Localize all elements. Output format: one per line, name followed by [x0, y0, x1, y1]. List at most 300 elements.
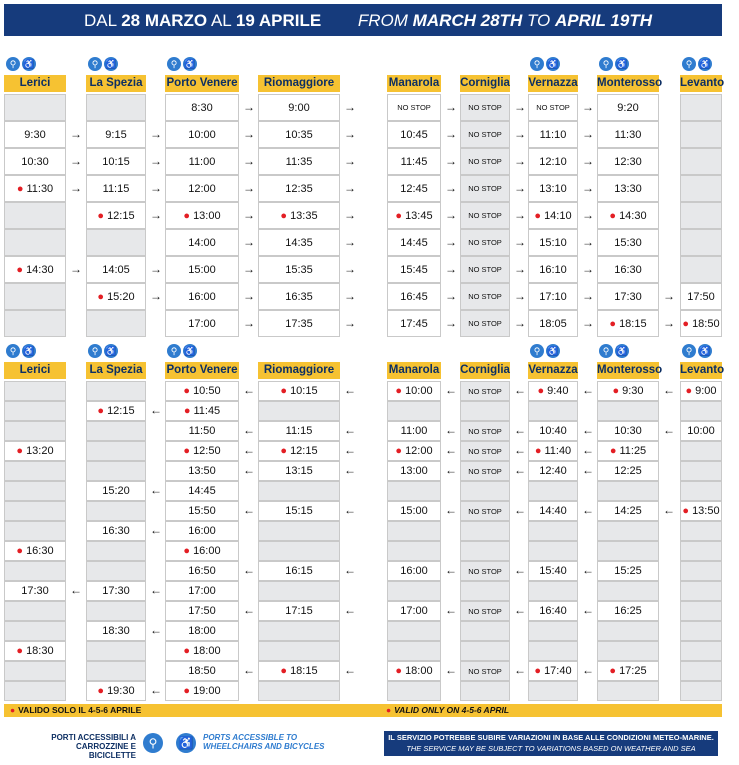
time-cell: ● 18:50 — [680, 310, 722, 337]
direction-arrow-icon: → — [514, 180, 526, 195]
time-cell — [680, 441, 722, 461]
time-cell: NO STOP — [387, 94, 441, 121]
direction-arrow-icon: → — [70, 153, 82, 168]
time-cell: ● 18:15 — [597, 310, 659, 337]
time-cell — [86, 661, 146, 681]
legend-italian: PORTI ACCESSIBILI A CARROZZINE E BICICLETTE — [51, 733, 136, 760]
wheelchair-icon: ♿ — [184, 346, 196, 356]
direction-arrow-icon: ← — [445, 603, 457, 617]
direction-arrow-icon: → — [445, 207, 457, 222]
time-cell — [86, 421, 146, 441]
legend-english: PORTS ACCESSIBLE TO WHEELCHAIRS AND BICYCLES — [203, 733, 325, 751]
direction-arrow-icon: ← — [582, 503, 594, 517]
wheelchair-icon: ♿ — [699, 346, 711, 356]
time-cell — [4, 310, 66, 337]
direction-arrow-icon: → — [514, 261, 526, 276]
time-cell — [680, 601, 722, 621]
time-cell: ● 17:40 — [528, 661, 578, 681]
time-cell: ● 14:30 — [597, 202, 659, 229]
time-cell — [4, 401, 66, 421]
time-cell — [258, 401, 340, 421]
accessibility-icons — [682, 57, 712, 71]
time-cell: 12:45 — [387, 175, 441, 202]
time-cell — [680, 94, 722, 121]
time-cell: NO STOP — [460, 501, 510, 521]
direction-arrow-icon: ← — [243, 463, 255, 477]
time-cell: 12:30 — [597, 148, 659, 175]
time-cell: NO STOP — [460, 561, 510, 581]
time-cell: 15:00 — [387, 501, 441, 521]
time-cell: ● 18:00 — [165, 641, 239, 661]
direction-arrow-icon: → — [582, 315, 594, 330]
time-cell: 15:40 — [528, 561, 578, 581]
accessibility-icons — [6, 57, 36, 71]
time-cell: NO STOP — [460, 310, 510, 337]
time-cell: ● 12:15 — [86, 202, 146, 229]
time-cell: ● 12:50 — [165, 441, 239, 461]
direction-arrow-icon: → — [243, 288, 255, 303]
time-cell: 16:35 — [258, 283, 340, 310]
time-cell: 14:45 — [165, 481, 239, 501]
accessibility-icons — [530, 344, 560, 358]
direction-arrow-icon: ← — [582, 603, 594, 617]
time-cell — [597, 541, 659, 561]
header-banner — [4, 4, 722, 36]
time-cell: 14:05 — [86, 256, 146, 283]
bike-icon: ⚲ — [6, 344, 20, 358]
time-cell — [528, 481, 578, 501]
time-cell: 11:50 — [165, 421, 239, 441]
direction-arrow-icon: → — [514, 153, 526, 168]
direction-arrow-icon: → — [514, 126, 526, 141]
time-cell: NO STOP — [460, 202, 510, 229]
stop-header-corniglia: Corniglia — [460, 362, 510, 379]
time-cell: ● 9:40 — [528, 381, 578, 401]
time-cell — [387, 681, 441, 701]
bike-icon: ⚲ — [88, 57, 102, 71]
time-cell — [528, 581, 578, 601]
direction-arrow-icon: → — [514, 234, 526, 249]
time-cell — [460, 621, 510, 641]
time-cell — [258, 681, 340, 701]
direction-arrow-icon: ← — [150, 523, 162, 537]
time-cell: ● 11:25 — [597, 441, 659, 461]
direction-arrow-icon: ← — [70, 583, 82, 597]
time-cell: 17:50 — [165, 601, 239, 621]
bike-icon: ⚲ — [167, 57, 181, 71]
time-cell: 16:00 — [165, 283, 239, 310]
time-cell: 12:25 — [597, 461, 659, 481]
time-cell — [528, 641, 578, 661]
direction-arrow-icon: → — [445, 261, 457, 276]
direction-arrow-icon: → — [445, 315, 457, 330]
time-cell: 16:40 — [528, 601, 578, 621]
time-cell — [4, 202, 66, 229]
time-cell: 11:10 — [528, 121, 578, 148]
time-cell: 16:10 — [528, 256, 578, 283]
direction-arrow-icon: ← — [514, 423, 526, 437]
direction-arrow-icon: ← — [514, 383, 526, 397]
time-cell: ● 16:30 — [4, 541, 66, 561]
time-cell — [528, 541, 578, 561]
time-cell — [258, 581, 340, 601]
time-cell — [680, 621, 722, 641]
time-cell: NO STOP — [460, 461, 510, 481]
stop-header-vernazza: Vernazza — [528, 362, 578, 379]
time-cell — [86, 310, 146, 337]
time-cell: NO STOP — [460, 148, 510, 175]
wheelchair-icon: ♿ — [105, 346, 117, 356]
time-cell — [680, 256, 722, 283]
direction-arrow-icon: → — [150, 126, 162, 141]
time-cell — [86, 381, 146, 401]
direction-arrow-icon: ← — [150, 623, 162, 637]
direction-arrow-icon: ← — [344, 603, 356, 617]
time-cell: ● 11:40 — [528, 441, 578, 461]
stop-header-levanto: Levanto — [680, 362, 722, 379]
time-cell: ● 12:15 — [258, 441, 340, 461]
time-cell: ● 10:15 — [258, 381, 340, 401]
time-cell: ● 18:15 — [258, 661, 340, 681]
time-cell: ● 18:30 — [4, 641, 66, 661]
time-cell: 11:00 — [387, 421, 441, 441]
direction-arrow-icon: → — [344, 315, 356, 330]
time-cell — [4, 381, 66, 401]
time-cell — [387, 401, 441, 421]
time-cell: 10:40 — [528, 421, 578, 441]
direction-arrow-icon: ← — [445, 383, 457, 397]
time-cell: 9:15 — [86, 121, 146, 148]
time-cell: ● 12:00 — [387, 441, 441, 461]
direction-arrow-icon: → — [445, 99, 457, 114]
direction-arrow-icon: ← — [445, 463, 457, 477]
direction-arrow-icon: → — [70, 126, 82, 141]
direction-arrow-icon: → — [445, 126, 457, 141]
time-cell: ● 15:20 — [86, 283, 146, 310]
direction-arrow-icon: → — [582, 180, 594, 195]
direction-arrow-icon: → — [243, 207, 255, 222]
direction-arrow-icon: → — [344, 180, 356, 195]
time-cell — [86, 561, 146, 581]
direction-arrow-icon: → — [344, 207, 356, 222]
time-cell — [460, 641, 510, 661]
time-cell: 15:25 — [597, 561, 659, 581]
bike-icon: ⚲ — [599, 344, 613, 358]
time-cell: 15:50 — [165, 501, 239, 521]
time-cell: 15:15 — [258, 501, 340, 521]
direction-arrow-icon: ← — [243, 503, 255, 517]
time-cell: 15:20 — [86, 481, 146, 501]
time-cell — [680, 481, 722, 501]
time-cell — [4, 561, 66, 581]
direction-arrow-icon: ← — [514, 503, 526, 517]
direction-arrow-icon: ← — [243, 663, 255, 677]
time-cell — [387, 481, 441, 501]
time-cell: 11:15 — [86, 175, 146, 202]
direction-arrow-icon: ← — [582, 383, 594, 397]
time-cell — [597, 681, 659, 701]
time-cell: 10:15 — [86, 148, 146, 175]
time-cell: 10:00 — [165, 121, 239, 148]
time-cell: NO STOP — [528, 94, 578, 121]
time-cell: 18:05 — [528, 310, 578, 337]
bike-icon: ⚲ — [599, 57, 613, 71]
time-cell: ● 14:30 — [4, 256, 66, 283]
direction-arrow-icon: ← — [150, 683, 162, 697]
time-cell: 10:00 — [680, 421, 722, 441]
time-cell: 15:35 — [258, 256, 340, 283]
time-cell — [4, 421, 66, 441]
stop-header-riomaggiore: Riomaggiore — [258, 362, 340, 379]
direction-arrow-icon: ← — [445, 503, 457, 517]
accessibility-icons — [530, 57, 560, 71]
direction-arrow-icon: → — [582, 288, 594, 303]
wheelchair-icon: ♿ — [176, 733, 196, 753]
direction-arrow-icon: → — [150, 261, 162, 276]
stop-header-riomaggiore: Riomaggiore — [258, 75, 340, 92]
time-cell — [387, 621, 441, 641]
time-cell — [528, 681, 578, 701]
direction-arrow-icon: → — [445, 234, 457, 249]
time-cell: 18:50 — [165, 661, 239, 681]
time-cell: 9:00 — [258, 94, 340, 121]
wheelchair-icon: ♿ — [184, 59, 196, 69]
time-cell: 16:50 — [165, 561, 239, 581]
time-cell — [387, 541, 441, 561]
direction-arrow-icon: → — [344, 99, 356, 114]
time-cell: 11:30 — [597, 121, 659, 148]
time-cell — [86, 441, 146, 461]
time-cell: 11:15 — [258, 421, 340, 441]
direction-arrow-icon: ← — [344, 563, 356, 577]
time-cell — [597, 481, 659, 501]
time-cell: 15:45 — [387, 256, 441, 283]
direction-arrow-icon: → — [344, 234, 356, 249]
direction-arrow-icon: ← — [582, 663, 594, 677]
time-cell — [680, 561, 722, 581]
direction-arrow-icon: → — [150, 207, 162, 222]
direction-arrow-icon: → — [150, 153, 162, 168]
direction-arrow-icon: → — [445, 153, 457, 168]
direction-arrow-icon: ← — [445, 423, 457, 437]
time-cell: NO STOP — [460, 381, 510, 401]
time-cell — [597, 641, 659, 661]
stop-header-corniglia: Corniglia — [460, 75, 510, 92]
time-cell: 16:30 — [597, 256, 659, 283]
direction-arrow-icon: ← — [344, 423, 356, 437]
time-cell: 15:30 — [597, 229, 659, 256]
direction-arrow-icon: → — [445, 180, 457, 195]
accessibility-icons — [167, 344, 197, 358]
direction-arrow-icon: → — [243, 126, 255, 141]
time-cell — [4, 681, 66, 701]
time-cell: 14:00 — [165, 229, 239, 256]
time-cell — [460, 681, 510, 701]
time-cell: ● 14:10 — [528, 202, 578, 229]
time-cell: 16:25 — [597, 601, 659, 621]
time-cell — [86, 541, 146, 561]
direction-arrow-icon: ← — [445, 443, 457, 457]
time-cell: NO STOP — [460, 121, 510, 148]
time-cell: 14:25 — [597, 501, 659, 521]
time-cell — [387, 581, 441, 601]
direction-arrow-icon: → — [582, 153, 594, 168]
time-cell: NO STOP — [460, 283, 510, 310]
time-cell: 16:00 — [165, 521, 239, 541]
header-italian: DAL 28 MARZO AL 19 APRILE — [84, 11, 322, 30]
time-cell — [528, 621, 578, 641]
stop-header-vernazza: Vernazza — [528, 75, 578, 92]
time-cell: 13:10 — [528, 175, 578, 202]
time-cell — [460, 481, 510, 501]
time-cell: 14:40 — [528, 501, 578, 521]
time-cell: 13:30 — [597, 175, 659, 202]
time-cell: 10:45 — [387, 121, 441, 148]
time-cell: 8:30 — [165, 94, 239, 121]
time-cell: ● 13:20 — [4, 441, 66, 461]
time-cell: ● 10:50 — [165, 381, 239, 401]
time-cell — [86, 501, 146, 521]
direction-arrow-icon: → — [582, 234, 594, 249]
wheelchair-icon: ♿ — [547, 59, 559, 69]
direction-arrow-icon: → — [344, 126, 356, 141]
time-cell — [460, 521, 510, 541]
accessibility-icons — [599, 57, 629, 71]
direction-arrow-icon: ← — [243, 563, 255, 577]
time-cell: NO STOP — [460, 441, 510, 461]
direction-arrow-icon: ← — [344, 443, 356, 457]
direction-arrow-icon: ← — [344, 503, 356, 517]
time-cell: ● 18:00 — [387, 661, 441, 681]
direction-arrow-icon: ← — [445, 563, 457, 577]
time-cell: 15:00 — [165, 256, 239, 283]
direction-arrow-icon: → — [514, 207, 526, 222]
time-cell: 13:00 — [387, 461, 441, 481]
direction-arrow-icon: ← — [663, 423, 675, 437]
time-cell — [680, 521, 722, 541]
time-cell — [4, 481, 66, 501]
direction-arrow-icon: ← — [582, 463, 594, 477]
time-cell — [597, 521, 659, 541]
direction-arrow-icon: ← — [663, 503, 675, 517]
time-cell: NO STOP — [460, 421, 510, 441]
direction-arrow-icon: → — [243, 153, 255, 168]
stop-header-la-spezia: La Spezia — [86, 362, 146, 379]
time-cell — [387, 641, 441, 661]
time-cell: 17:50 — [680, 283, 722, 310]
time-cell: 17:00 — [387, 601, 441, 621]
time-cell: NO STOP — [460, 229, 510, 256]
stop-header-manarola: Manarola — [387, 362, 441, 379]
time-cell — [4, 521, 66, 541]
time-cell: 17:15 — [258, 601, 340, 621]
accessibility-icons — [88, 344, 118, 358]
wheelchair-icon: ♿ — [699, 59, 711, 69]
wheelchair-icon: ♿ — [23, 59, 35, 69]
direction-arrow-icon: → — [582, 207, 594, 222]
time-cell: NO STOP — [460, 256, 510, 283]
time-cell — [597, 621, 659, 641]
bike-icon: ⚲ — [682, 344, 696, 358]
time-cell — [528, 521, 578, 541]
stop-header-porto-venere: Porto Venere — [165, 362, 239, 379]
time-cell — [86, 601, 146, 621]
time-cell: 17:30 — [86, 581, 146, 601]
time-cell: 12:35 — [258, 175, 340, 202]
time-cell: 10:35 — [258, 121, 340, 148]
time-cell: 14:35 — [258, 229, 340, 256]
bike-icon: ⚲ — [530, 57, 544, 71]
time-cell — [4, 501, 66, 521]
direction-arrow-icon: ← — [663, 383, 675, 397]
time-cell: ● 17:25 — [597, 661, 659, 681]
time-cell: ● 13:00 — [165, 202, 239, 229]
time-cell: 12:40 — [528, 461, 578, 481]
direction-arrow-icon: ← — [150, 483, 162, 497]
time-cell — [680, 148, 722, 175]
wheelchair-icon: ♿ — [616, 59, 628, 69]
direction-arrow-icon: ← — [150, 403, 162, 417]
time-cell — [460, 581, 510, 601]
time-cell: 16:30 — [86, 521, 146, 541]
time-cell — [258, 541, 340, 561]
time-cell: 18:30 — [86, 621, 146, 641]
accessibility-icons — [599, 344, 629, 358]
time-cell: ● 10:00 — [387, 381, 441, 401]
bike-icon: ⚲ — [88, 344, 102, 358]
time-cell — [4, 94, 66, 121]
direction-arrow-icon: → — [344, 261, 356, 276]
time-cell: 12:10 — [528, 148, 578, 175]
direction-arrow-icon: ← — [514, 563, 526, 577]
time-cell: 16:15 — [258, 561, 340, 581]
direction-arrow-icon: → — [70, 180, 82, 195]
time-cell — [86, 641, 146, 661]
direction-arrow-icon: ← — [344, 663, 356, 677]
time-cell — [258, 641, 340, 661]
time-cell: ● 16:00 — [165, 541, 239, 561]
direction-arrow-icon: ← — [514, 463, 526, 477]
time-cell: 11:35 — [258, 148, 340, 175]
direction-arrow-icon: ← — [582, 443, 594, 457]
time-cell: 17:30 — [4, 581, 66, 601]
time-cell — [680, 461, 722, 481]
direction-arrow-icon: → — [514, 315, 526, 330]
time-cell — [680, 401, 722, 421]
stop-header-monterosso: Monterosso — [597, 75, 659, 92]
service-note: IL SERVIZIO POTREBBE SUBIRE VARIAZIONI IN BASE ALLE CONDIZIONI METEO-MARINE. THE SERVICE MAY BE SUBJECT TO VARIATIONS BASED ON WEATHER AND SEA CONDITIONS. — [384, 731, 718, 756]
direction-arrow-icon: → — [445, 288, 457, 303]
time-cell — [680, 661, 722, 681]
time-cell: NO STOP — [460, 661, 510, 681]
stop-header-porto-venere: Porto Venere — [165, 75, 239, 92]
direction-arrow-icon: → — [582, 261, 594, 276]
time-cell: ● 19:00 — [165, 681, 239, 701]
time-cell: ● 9:30 — [597, 381, 659, 401]
time-cell: ● 11:45 — [165, 401, 239, 421]
time-cell — [4, 661, 66, 681]
time-cell: NO STOP — [460, 94, 510, 121]
direction-arrow-icon: → — [243, 180, 255, 195]
time-cell — [597, 581, 659, 601]
direction-arrow-icon: ← — [514, 443, 526, 457]
time-cell: ● 13:45 — [387, 202, 441, 229]
time-cell — [86, 229, 146, 256]
wheelchair-icon: ♿ — [105, 59, 117, 69]
direction-arrow-icon: ← — [243, 423, 255, 437]
direction-arrow-icon: → — [243, 234, 255, 249]
bike-icon: ⚲ — [6, 57, 20, 71]
